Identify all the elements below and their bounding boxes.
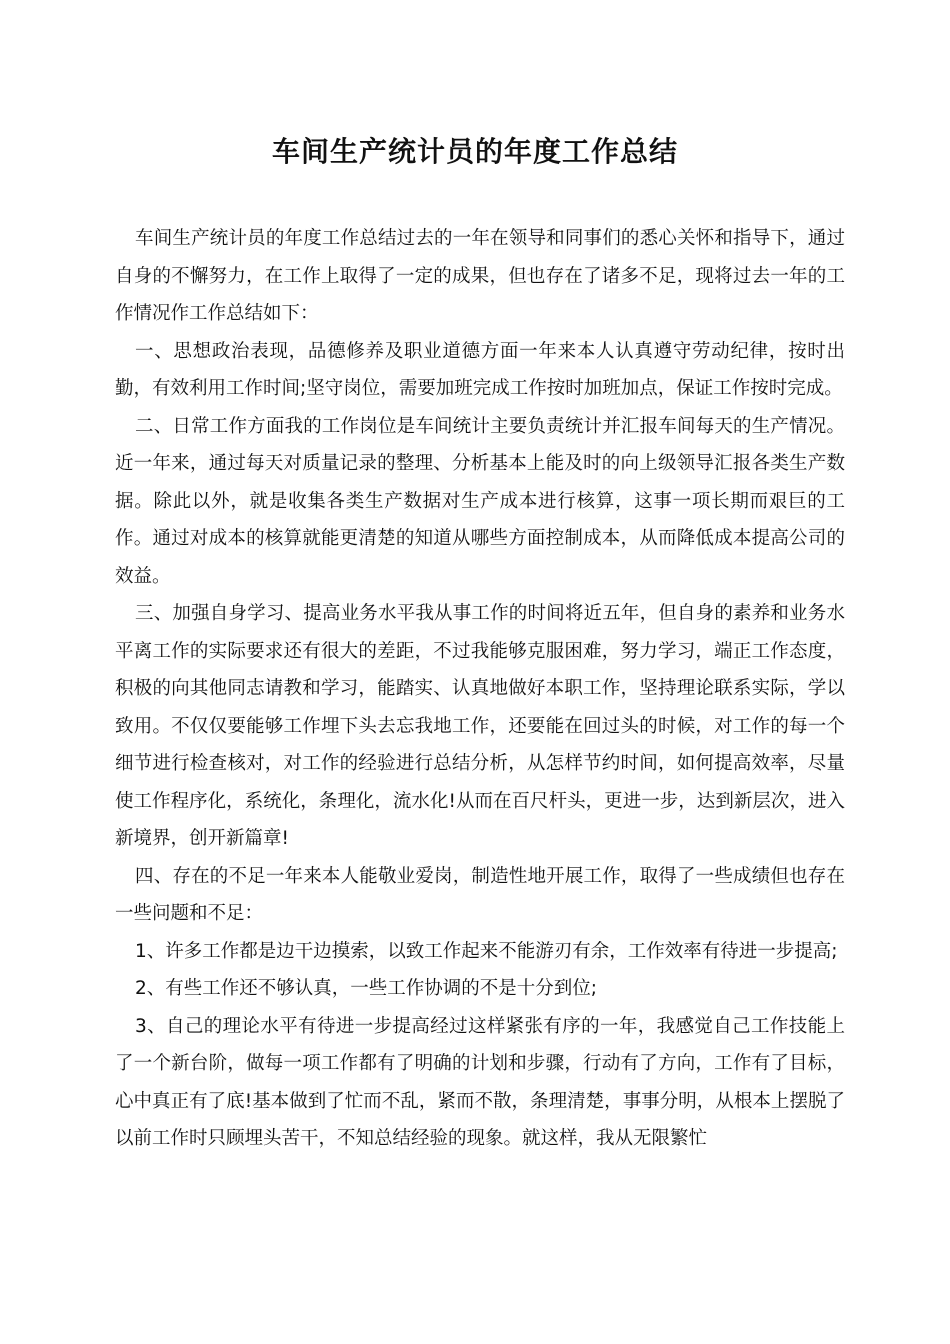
paragraph-section-4: 四、存在的不足一年来本人能敬业爱岗，制造性地开展工作，取得了一些成绩但也存在一些问题和不足： [115,865,845,924]
paragraph-intro: 车间生产统计员的年度工作总结过去的一年在领导和同事们的悉心关怀和指导下，通过自身的不懈努力，在工作上取得了一定的成果，但也存在了诸多不足，现将过去一年的工作情况作工作总结如下： [115,228,845,324]
paragraph-section-3: 三、加强自身学习、提高业务水平我从事工作的时间将近五年，但自身的素养和业务水平离工作的实际要求还有很大的差距，不过我能够克服困难，努力学习，端正工作态度，积极的向其他同志请教和学习，能踏实、认真地做好本职工作，坚持理论联系实际，学以致用。不仅仅要能够工作埋下头去忘我地工作，还要能在回过头的时候，对工作的每一个细节进行检查核对，对工作的经验进行总结分析，从怎样节约时间，如何提高效率，尽量使工作程序化，系统化，条理化，流水化!从而在百尺杆头，更进一步，达到新层次，进入新境界，创开新篇章! [115,603,845,849]
paragraph-section-1: 一、思想政治表现，品德修养及职业道德方面一年来本人认真遵守劳动纪律，按时出勤，有效利用工作时间;坚守岗位，需要加班完成工作按时加班加点，保证工作按时完成。 [115,340,845,399]
paragraph-section-2: 二、日常工作方面我的工作岗位是车间统计主要负责统计并汇报车间每天的生产情况。近一年来，通过每天对质量记录的整理、分析基本上能及时的向上级领导汇报各类生产数据。除此以外，就是收集各类生产数据对生产成本进行核算，这事一项长期而艰巨的工作。通过对成本的核算就能更清楚的知道从哪些方面控制成本，从而降低成本提高公司的效益。 [115,415,845,587]
list-item-3: 3、自己的理论水平有待进一步提高经过这样紧张有序的一年，我感觉自己工作技能上了一个新台阶，做每一项工作都有了明确的计划和步骤，行动有了方向，工作有了目标，心中真正有了底!基本做到了忙而不乱，紧而不散，条理清楚，事事分明，从根本上摆脱了以前工作时只顾埋头苦干，不知总结经验的现象。就这样，我从无限繁忙 [115,1015,845,1149]
list-item-1: 1、许多工作都是边干边摸索，以致工作起来不能游刃有余，工作效率有待进一步提高; [135,940,838,962]
document-title: 车间生产统计员的年度工作总结 [271,135,678,168]
document-body [115,220,845,1158]
list-item-2: 2、有些工作还不够认真，一些工作协调的不是十分到位; [135,978,598,999]
